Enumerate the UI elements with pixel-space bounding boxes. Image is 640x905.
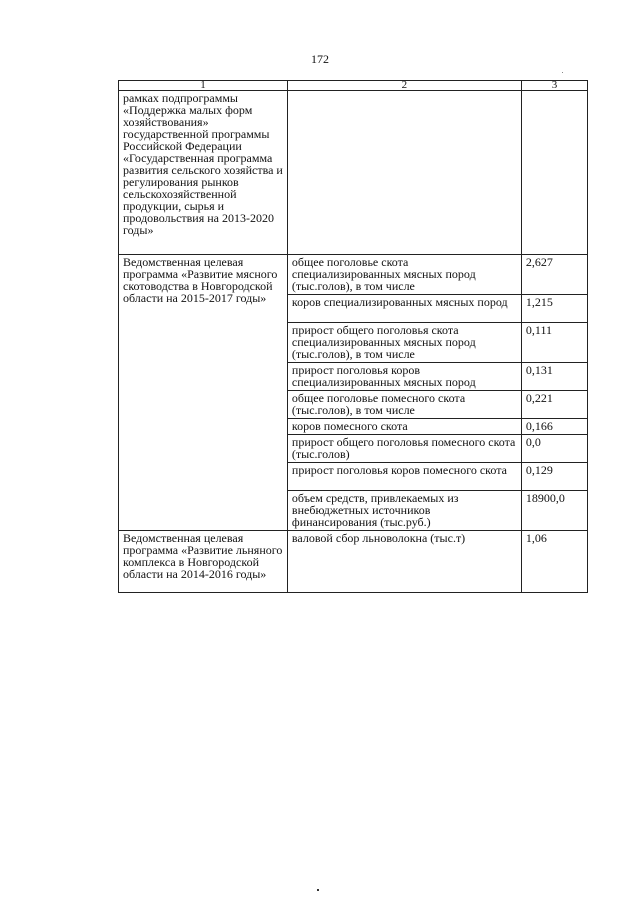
indicator-value: 0,0 — [521, 435, 587, 463]
indicator-label: валовой сбор льноволокна (тыс.т) — [287, 531, 521, 593]
program-flax-name: Ведомственная целевая программа «Развитие льняного комплекса в Новгородской области на 2014-2016 годы» — [119, 531, 288, 593]
table-row — [119, 531, 588, 593]
table-row — [119, 255, 588, 295]
indicator-label: прирост поголовья коров помесного скота — [287, 463, 521, 491]
indicator-value: 0,129 — [521, 463, 587, 491]
column-header-3: 3 — [521, 81, 587, 91]
indicator-label: коров специализированных мясных пород — [287, 295, 521, 323]
indicator-value: 0,131 — [521, 363, 587, 391]
indicator-value: 0,221 — [521, 391, 587, 419]
indicators-table — [118, 80, 588, 593]
column-header-2: 2 — [287, 81, 521, 91]
scan-speck — [562, 72, 563, 73]
empty-cell — [287, 91, 521, 255]
indicator-value: 1,06 — [521, 531, 587, 593]
footer-mark — [317, 889, 319, 891]
program-meat-name: Ведомственная целевая программа «Развитие мясного скотоводства в Новгородской области на 2015-2017 годы» — [119, 255, 288, 531]
table-header-row — [119, 81, 588, 91]
indicator-label: общее поголовье помесного скота (тыс.голов), в том числе — [287, 391, 521, 419]
empty-cell — [521, 91, 587, 255]
indicator-value: 18900,0 — [521, 491, 587, 531]
indicator-label: коров помесного скота — [287, 419, 521, 435]
continued-program-cell: рамках подпрограммы «Поддержка малых форм хозяйствования» государственной программы Российской Федерации «Государственная программа развития сельского хозяйства и регулирования рынков сельскохозяйственной продукции, сырья и продовольствия на 2013-2020 годы» — [119, 91, 288, 255]
indicator-value: 0,166 — [521, 419, 587, 435]
indicator-label: объем средств, привлекаемых из внебюджетных источников финансирования (тыс.руб.) — [287, 491, 521, 531]
indicator-label: прирост поголовья коров специализированных мясных пород — [287, 363, 521, 391]
page-number: 172 — [311, 52, 329, 66]
column-header-1: 1 — [119, 81, 288, 91]
indicator-value: 2,627 — [521, 255, 587, 295]
indicator-label: прирост общего поголовья помесного скота (тыс.голов) — [287, 435, 521, 463]
indicator-value: 0,111 — [521, 323, 587, 363]
indicator-label: прирост общего поголовья скота специализированных мясных пород (тыс.голов), в том числе — [287, 323, 521, 363]
indicator-value: 1,215 — [521, 295, 587, 323]
indicator-label: общее поголовье скота специализированных мясных пород (тыс.голов), в том числе — [287, 255, 521, 295]
table-row-continued — [119, 91, 588, 255]
